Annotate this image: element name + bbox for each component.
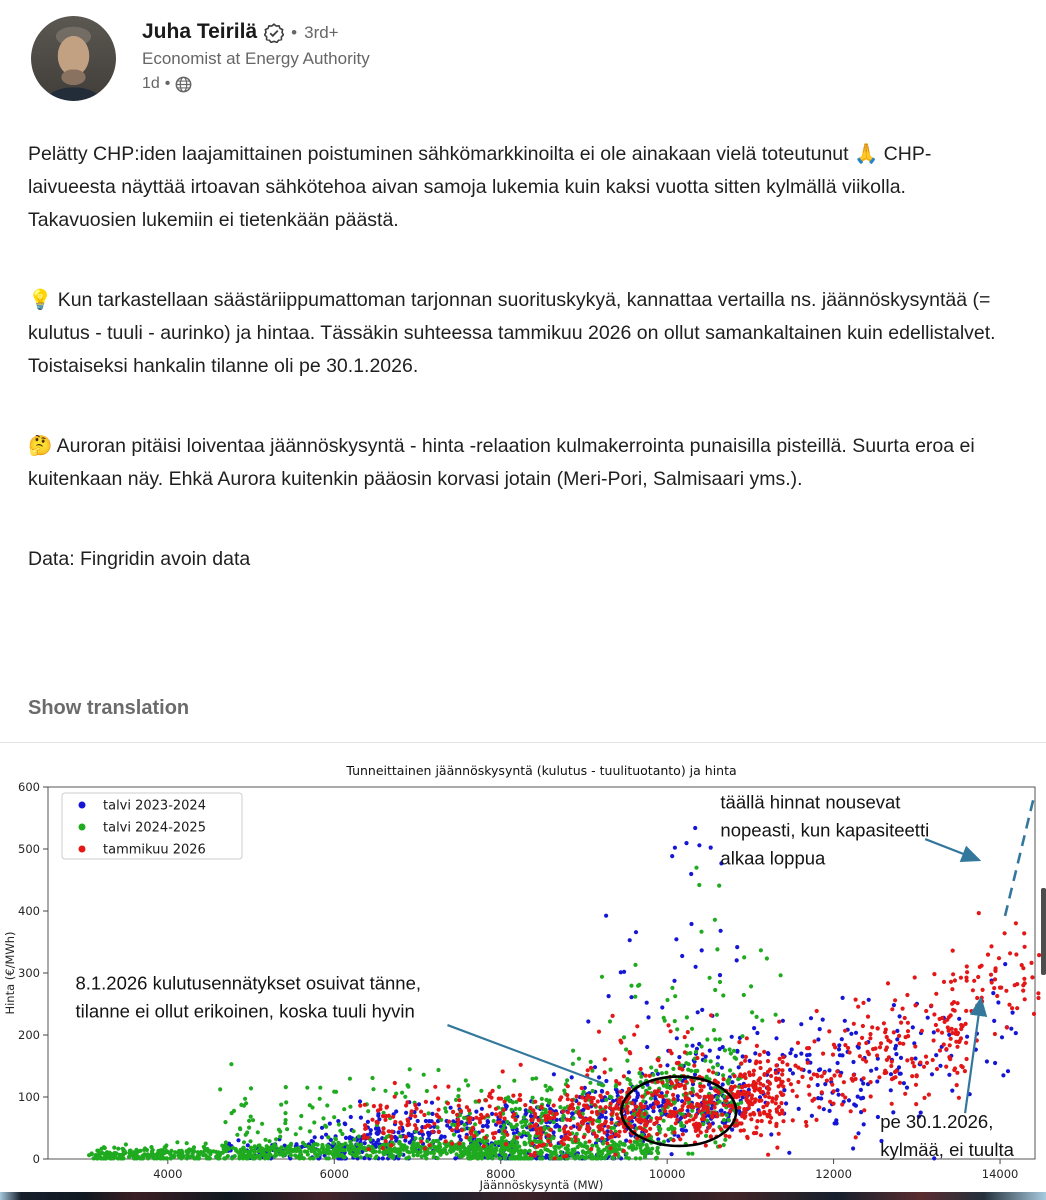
svg-text:Hinta (€/MWh): Hinta (€/MWh) <box>3 931 17 1015</box>
connection-degree: 3rd+ <box>304 23 339 42</box>
show-translation-button[interactable]: Show translation <box>28 697 190 719</box>
svg-text:6000: 6000 <box>319 1167 349 1181</box>
svg-text:200: 200 <box>18 1028 40 1042</box>
svg-text:tammikuu 2026: tammikuu 2026 <box>103 842 206 858</box>
chart-annotation: kylmää, ei tuulta <box>880 1139 1014 1160</box>
dashed-capacity-line <box>1005 799 1033 916</box>
svg-text:Tunneittainen jäännöskysyntä (: Tunneittainen jäännöskysyntä (kulutus - tuulituotanto) ja hinta <box>346 763 737 778</box>
svg-text:talvi 2024-2025: talvi 2024-2025 <box>103 820 206 836</box>
svg-text:8000: 8000 <box>486 1167 516 1181</box>
time-separator: • <box>164 75 171 92</box>
chart-annotation: alkaa loppua <box>720 847 826 869</box>
svg-text:500: 500 <box>18 842 40 856</box>
svg-text:12000: 12000 <box>815 1167 852 1181</box>
post-body <box>28 138 1018 576</box>
verified-badge-icon <box>264 23 284 43</box>
svg-text:Jäännöskysyntä (MW): Jäännöskysyntä (MW) <box>479 1178 604 1192</box>
actor-name-row <box>142 20 370 44</box>
scrollbar[interactable] <box>1041 888 1046 975</box>
actor-name[interactable]: Juha Teirilä <box>142 20 258 43</box>
annotation-arrow <box>965 998 981 1113</box>
svg-text:4000: 4000 <box>153 1167 183 1181</box>
chart-annotation: nopeasti, kun kapasiteetti <box>720 819 930 841</box>
post-paragraph: 💡 Kun tarkastellaan säästäriippumattoman tarjonnan suorituskykyä, kannattaa vertailla ns. jäännöskysyntää (= kulutus - tuuli - aurinko) ja hintaa. Tässäkin suhteessa tammikuu 2026 on ollut samankaltainen kuin edellistalvet. Toistaiseksi hankalin tilanne oli pe 30.1.2026. <box>28 289 996 377</box>
scatter-chart <box>0 743 1046 1193</box>
avatar[interactable] <box>31 16 116 101</box>
annotation-arrow <box>925 839 979 860</box>
svg-text:0: 0 <box>32 1152 40 1166</box>
svg-text:400: 400 <box>18 904 40 918</box>
globe-icon <box>175 76 192 93</box>
post-header-text <box>142 20 370 93</box>
post-paragraph-data-source: Data: Fingridin avoin data <box>28 548 251 570</box>
svg-text:talvi 2023-2024: talvi 2023-2024 <box>103 798 206 814</box>
post-timestamp: 1d <box>142 75 160 92</box>
chart-legend <box>62 793 242 859</box>
annotation-arrow <box>447 1025 603 1083</box>
post-meta-row <box>142 75 370 93</box>
chart-annotation: pe 30.1.2026, <box>880 1111 994 1132</box>
post-image-chart[interactable] <box>0 742 1046 1192</box>
post-paragraph: Pelätty CHP:iden laajamittainen poistuminen sähkömarkkinoilta ei ole ainakaan vielä toteutunut 🙏 CHP-laivueesta näyttää irtoavan sähkötehoa aivan samoja lukemia kuin kaksi vuotta sitten kylmällä viikolla. Takavuosien lukemiin ei tietenkään päästä. <box>28 143 932 231</box>
post-paragraph: 🤔 Auroran pitäisi loiventaa jäännöskysyntä - hinta -relaation kulmakerrointa punaisilla pisteillä. Suurta eroa ei kuitenkaan näy. Ehkä Aurora kuitenkin pääosin korvasi jotain (Meri-Pori, Salmisaari yms.). <box>28 435 975 490</box>
svg-text:300: 300 <box>18 966 40 980</box>
chart-annotation: 8.1.2026 kulutusennätykset osuivat tänne, <box>75 972 422 994</box>
degree-separator: • <box>291 23 298 42</box>
next-image-preview[interactable] <box>0 1192 1046 1200</box>
chart-annotation: täällä hinnat nousevat <box>720 791 901 813</box>
svg-text:600: 600 <box>18 780 40 794</box>
svg-text:100: 100 <box>18 1090 40 1104</box>
chart-annotation: tilanne ei ollut erikoinen, koska tuuli hyvin <box>75 1000 415 1022</box>
svg-text:14000: 14000 <box>981 1167 1019 1181</box>
svg-text:10000: 10000 <box>648 1167 686 1181</box>
actor-headline: Economist at Energy Authority <box>142 49 370 68</box>
post-header <box>0 0 1046 120</box>
